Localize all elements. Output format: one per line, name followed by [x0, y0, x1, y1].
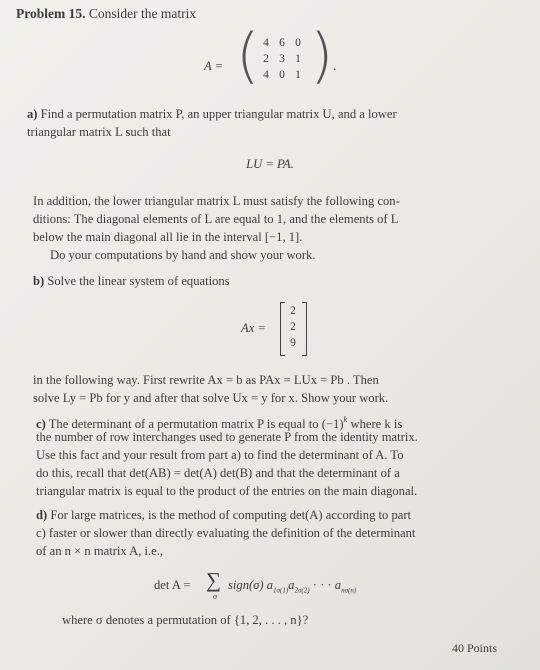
vector-entry: 2	[290, 305, 296, 317]
part-b-line-1	[33, 273, 230, 289]
summation-symbol: ∑	[206, 568, 221, 592]
part-a-line-1	[27, 106, 397, 122]
part-d-label: d)	[36, 508, 48, 522]
points-label: 40 Points	[452, 641, 498, 655]
matrix-right-paren: )	[310, 21, 334, 91]
part-c-line-3: Use this fact and your result from part a) to find the determinant of A. To	[36, 448, 404, 462]
matrix-left-paren: (	[236, 21, 260, 91]
problem-number: Problem 15.	[16, 6, 86, 21]
part-b-line-2: in the following way. First rewrite Ax = b as PAx = LUx = Pb . Then	[33, 373, 379, 387]
sign-term: sign(σ) a	[228, 578, 274, 592]
part-a-text-1: Find a permutation matrix P, an upper triangular matrix U, and a lower	[40, 107, 397, 121]
part-c-line-2: the number of row interchanges used to generate P from the identity matrix.	[36, 430, 418, 444]
part-a-condition-3: below the main diagonal all lie in the interval [−1, 1].	[33, 230, 303, 244]
matrix-entry: 4	[263, 69, 269, 81]
vector-b-entries	[286, 303, 300, 351]
part-c-line-4: do this, recall that det(AB) = det(A) det(B) and that the determinant of a	[36, 466, 400, 480]
part-c-text-1: The determinant of a permutation matrix P is equal to (−1)	[48, 417, 344, 431]
a2-term: a	[288, 578, 295, 592]
part-b-label: b)	[33, 274, 45, 288]
vector-entry: 9	[290, 337, 296, 349]
part-d-line-3: of an n × n matrix A, i.e.,	[36, 544, 164, 558]
matrix-a-label: A =	[204, 59, 224, 73]
part-c-line-5: triangular matrix is equal to the product of the entries on the main diagonal.	[36, 484, 418, 498]
lu-pa-equation: LU = PA.	[246, 157, 294, 171]
vector-right-bracket	[302, 302, 307, 356]
an-term: a	[334, 578, 342, 592]
matrix-entry: 3	[279, 53, 285, 65]
matrix-a-entries	[258, 36, 306, 83]
part-a-label: a)	[27, 107, 38, 121]
det-formula-lhs: det A =	[154, 578, 191, 592]
matrix-entry: 2	[263, 53, 269, 65]
ellipsis-dots: · · ·	[312, 578, 332, 592]
an-subscript: nσ(n)	[341, 586, 357, 595]
part-d-line-4: where σ denotes a permutation of {1, 2, . . . , n}?	[62, 613, 309, 627]
matrix-a-period: .	[333, 59, 337, 73]
part-a-line-2: triangular matrix L such that	[27, 125, 171, 139]
a1-subscript: 1σ(1)	[273, 586, 289, 595]
part-a-condition-2: ditions: The diagonal elements of L are equal to 1, and the elements of L	[33, 212, 399, 226]
matrix-entry: 1	[295, 53, 301, 65]
a2-subscript: 2σ(2)	[294, 586, 310, 595]
part-a-condition-1: In addition, the lower triangular matrix L must satisfy the following con-	[33, 194, 400, 208]
det-formula-rhs	[228, 577, 356, 599]
part-d-text-1: For large matrices, is the method of computing det(A) according to part	[50, 508, 412, 522]
vector-left-bracket	[280, 302, 285, 356]
matrix-entry: 4	[263, 37, 269, 49]
summation-index: σ	[213, 592, 217, 601]
part-c-text-1-end: where k is	[350, 417, 403, 431]
part-c-label: c)	[36, 417, 46, 431]
part-d-line-1	[36, 507, 411, 523]
matrix-entry: 1	[295, 69, 301, 81]
vector-entry: 2	[290, 321, 296, 333]
part-b-line-3: solve Ly = Pb for y and after that solve Ux = y for x. Show your work.	[33, 391, 389, 405]
part-a-instructions: Do your computations by hand and show your work.	[50, 248, 316, 262]
exponent-k: k	[343, 414, 348, 424]
matrix-entry: 6	[279, 37, 285, 49]
problem-intro: Consider the matrix	[88, 6, 197, 21]
ax-equation-lhs: Ax =	[241, 321, 266, 335]
problem-heading-line	[16, 6, 196, 22]
matrix-entry: 0	[279, 69, 285, 81]
part-d-line-2: c) faster or slower than directly evaluating the definition of the determinant	[36, 526, 416, 540]
part-b-text-1: Solve the linear system of equations	[47, 274, 230, 288]
matrix-entry: 0	[295, 37, 301, 49]
